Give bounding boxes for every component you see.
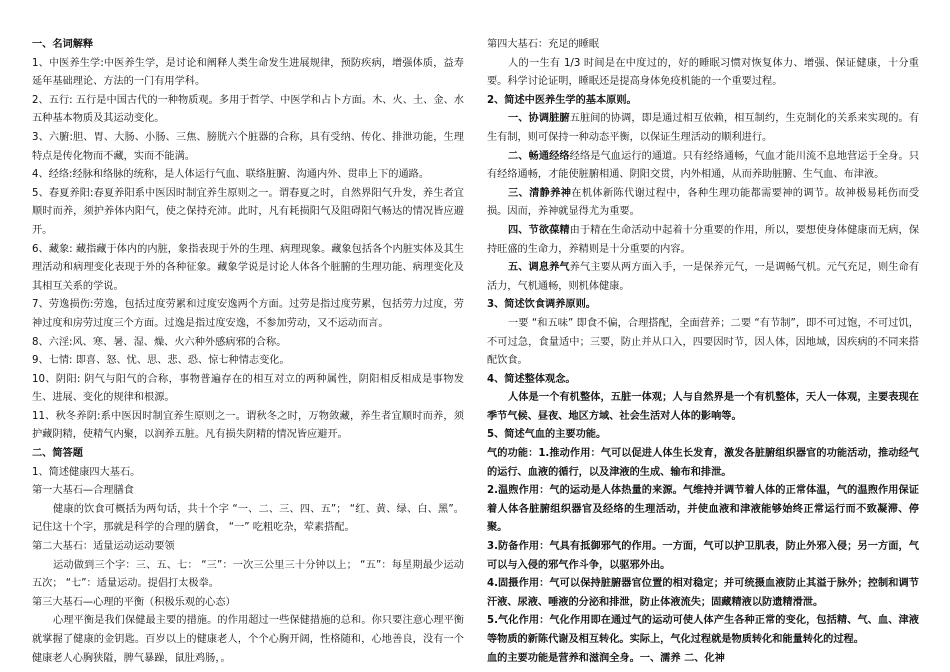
paragraph: 运动做到三个字：三、五、七： “三”：一次三公里三十分钟以上； “五”：每星期最少运动五次； “七”：适量运动。提倡打太极拳。 xyxy=(32,559,464,590)
paragraph: 人的一生有 1/3 时间是在中度过的，好的睡眠习惯对恢复体力、增强、保证健康，十分重要。科学讨论证明，睡眠还是提高身体免疫机能的一个重要过程。 xyxy=(487,57,919,88)
paragraph: 血的主要功能是营养和滋润全身。一、濡养 二、化神 xyxy=(487,652,725,664)
paragraph: 一要 “和五味” 即食不偏，合理搭配，全面营养；二要 “有节制”，即不可过饱，不可过饥，不可过急，食量适中；三要，防止并从口入，四要因时节，因人体，因地域，因疾病的不同来搭配饮食。 xyxy=(487,317,919,367)
paragraph: 4、经络:经脉和络脉的统称，是人体运行气血、联络脏腑、沟通内外、贯串上下的通路。 xyxy=(32,169,430,181)
principle-text: 在机体新陈代谢过程中，各种生理功能都需要神的调节。故神极易耗伤而受损。因而，养神就显得尤为重要。 xyxy=(487,187,920,218)
principle-key: 五、调息养气 xyxy=(508,262,570,274)
question: 1、简述健康四大基石。 xyxy=(32,466,141,478)
question: 4、简述整体观念。 xyxy=(487,373,576,385)
paragraph: 10、阴阳: 阴气与阳气的合称，事物普遍存在的相互对立的两种属性，阴阳相反相成是事物发生、进展、变化的规律和根源。 xyxy=(32,373,464,404)
subheading: 第二大基石：适量运动运动要领 xyxy=(32,541,175,553)
principle-text: 经络是气血运行的通道。只有经络通畅，气血才能川流不息地营运于全身。只有经络通畅，才能使脏腑相通、阴阳交贯，内外相通，从而养助脏腑、生气血、布津液。 xyxy=(487,150,920,181)
section-heading: 一、名词解释 xyxy=(32,39,94,50)
subheading: 第三大基石—心理的平衡（积极乐观的心态） xyxy=(32,596,236,608)
paragraph: 9、七情: 即喜、怒、忧、思、悲、恐、惊七种情志变化。 xyxy=(32,355,290,367)
question: 2、简述中医养生学的基本原则。 xyxy=(487,94,637,106)
right-column xyxy=(487,36,919,668)
paragraph: 3、六腑:胆、胃、大肠、小肠、三焦、膀胱六个脏器的合称，具有受纳、传化、排泄功能，生理特点是传化物而不藏，实而不能满。 xyxy=(32,131,464,162)
principle-paragraph xyxy=(487,222,919,259)
principle-key: 一、协调脏腑 xyxy=(508,113,570,125)
principle-paragraph xyxy=(487,185,919,222)
principle-text: 养气主要从两方面入手，一是保养元气，一是调畅气机。元气充足，则生命有活力，气机通畅，则机体健康。 xyxy=(487,262,920,292)
paragraph: 11、秋冬养阴:系中医因时制宜养生原则之一。谓秋冬之时，万物敛藏，养生者宜顺时而养，须护藏阴精，使精气内聚，以润养五脏。凡有损失阴精的情况皆应避开。 xyxy=(32,410,464,441)
paragraph: 1、中医养生学:中医养生学，是讨论和阐释人类生命发生进展规律，预防疾病，增强体质，益寿延年基础理论、方法的一门有用学科。 xyxy=(32,57,464,88)
paragraph: 心理平衡是我们保健最主要的措施。的作用超过一些保健措施的总和。你只要注意心理平衡就掌握了健康的金钥匙。百岁以上的健康老人，个个心胸开阔，性格随和，心地善良，没有一个健康老人心胸狭隘，脾气暴躁，鼠肚鸡肠，。 xyxy=(32,615,464,664)
paragraph: 7、劳逸损伤:劳逸，包括过度劳累和过度安逸两个方面。过劳是指过度劳累，包括劳力过度，劳神过度和房劳过度三个方面。过逸是指过度安逸，不参加劳动，又不运动而言。 xyxy=(32,299,464,329)
left-column xyxy=(32,36,464,668)
principle-text: 五脏间的协调，即是通过相互依赖，相互制约，生克制化的关系来实现的。有生有制，则可保持一种动态平衡，以保证生理活动的顺利进行。 xyxy=(487,113,920,143)
paragraph: 气的功能：1.推动作用：气可以促进人体生长发育，激发各脏腑组织器官的功能活动，推动经气的运行、血液的循行，以及津液的生成、输布和排泄。 xyxy=(487,448,919,478)
section-heading: 二、简答题 xyxy=(32,448,83,460)
paragraph: 8、六淫:风、寒、暑、湿、燥、火六种外感病邪的合称。 xyxy=(32,336,287,348)
paragraph: 2、五行: 五行是中国古代的一种物质观。多用于哲学、中医学和占卜方面。木、火、土、金、水五种基本物质及其运动变化。 xyxy=(32,94,464,125)
question: 5、简述气血的主要功能。 xyxy=(487,429,607,441)
principle-text: 由于精在生命活动中起着十分重要的作用，所以，要想使身体健康而无病，保持旺盛的生命力，养精则是十分重要的内容。 xyxy=(487,224,920,255)
subheading: 第四大基石：充足的睡眠 xyxy=(487,39,600,50)
paragraph: 5、春夏养阳:春夏养阳系中医因时制宜养生原则之一。谓春夏之时，自然界阳气升发，养生者宜顺时而养，须护养体内阳气，使之保持充沛。此时，凡有耗损阳气及阻碍阳气畅达的情况皆应避开。 xyxy=(32,187,464,236)
principle-key: 三、清静养神 xyxy=(508,187,572,199)
paragraph: 6、藏象: 藏指藏于体内的内脏，象指表现于外的生理、病理现象。藏象包括各个内脏实体及其生理活动和病理变化表现于外的各种征象。藏象学说是讨论人体各个脏腑的生理功能、病理变化及其相互关系的学说。 xyxy=(32,243,464,292)
question: 3、简述饮食调养原则。 xyxy=(487,299,596,311)
paragraph: 健康的饮食可概括为两句话，共十个字 “一、二、三、四、五”； “红、黄、绿、白、黑”。记住这十个字，那就是科学的合理的膳食， “一” 吃粗吃杂，荤素搭配。 xyxy=(32,503,464,534)
principle-key: 二、畅通经络 xyxy=(508,150,570,162)
paragraph: 5.气化作用：气化作用即在通过气的运动可使人体产生各种正常的变化，包括精、气、血、津液等物质的新陈代谢及相互转化。实际上，气化过程就是物质转化和能量转化的过程。 xyxy=(487,615,919,645)
paragraph: 2.温煦作用：气的运动是人体热量的来源。气维持并调节着人体的正常体温，气的温煦作用保证着人体各脏腑组织器官及经络的生理活动，并使血液和津液能够始终正常运行而不致凝滞、停聚。 xyxy=(487,485,919,534)
paragraph: 4.固摄作用：气可以保持脏腑器官位置的相对稳定；并可统摄血液防止其溢于脉外；控制和调节汗液、尿液、唾液的分泌和排泄，防止体液流失；固藏精液以防遗精滑泄。 xyxy=(487,578,919,608)
principle-paragraph xyxy=(487,110,919,147)
paragraph: 3.防备作用：气具有抵御邪气的作用。一方面，气可以护卫肌表，防止外邪入侵；另一方面，气可以与入侵的邪气作斗争，以驱邪外出。 xyxy=(487,541,919,571)
paragraph: 人体是一个有机整体，五脏一体观；人与自然界是一个有机整体，天人一体观，主要表现在季节气候、昼夜、地区方域、社会生活对人体的影响等。 xyxy=(487,392,919,422)
principle-paragraph xyxy=(487,259,919,296)
principle-key: 四、节欲葆精 xyxy=(508,224,570,236)
subheading: 第一大基石—合理膳食 xyxy=(32,485,134,497)
principle-paragraph xyxy=(487,148,919,185)
